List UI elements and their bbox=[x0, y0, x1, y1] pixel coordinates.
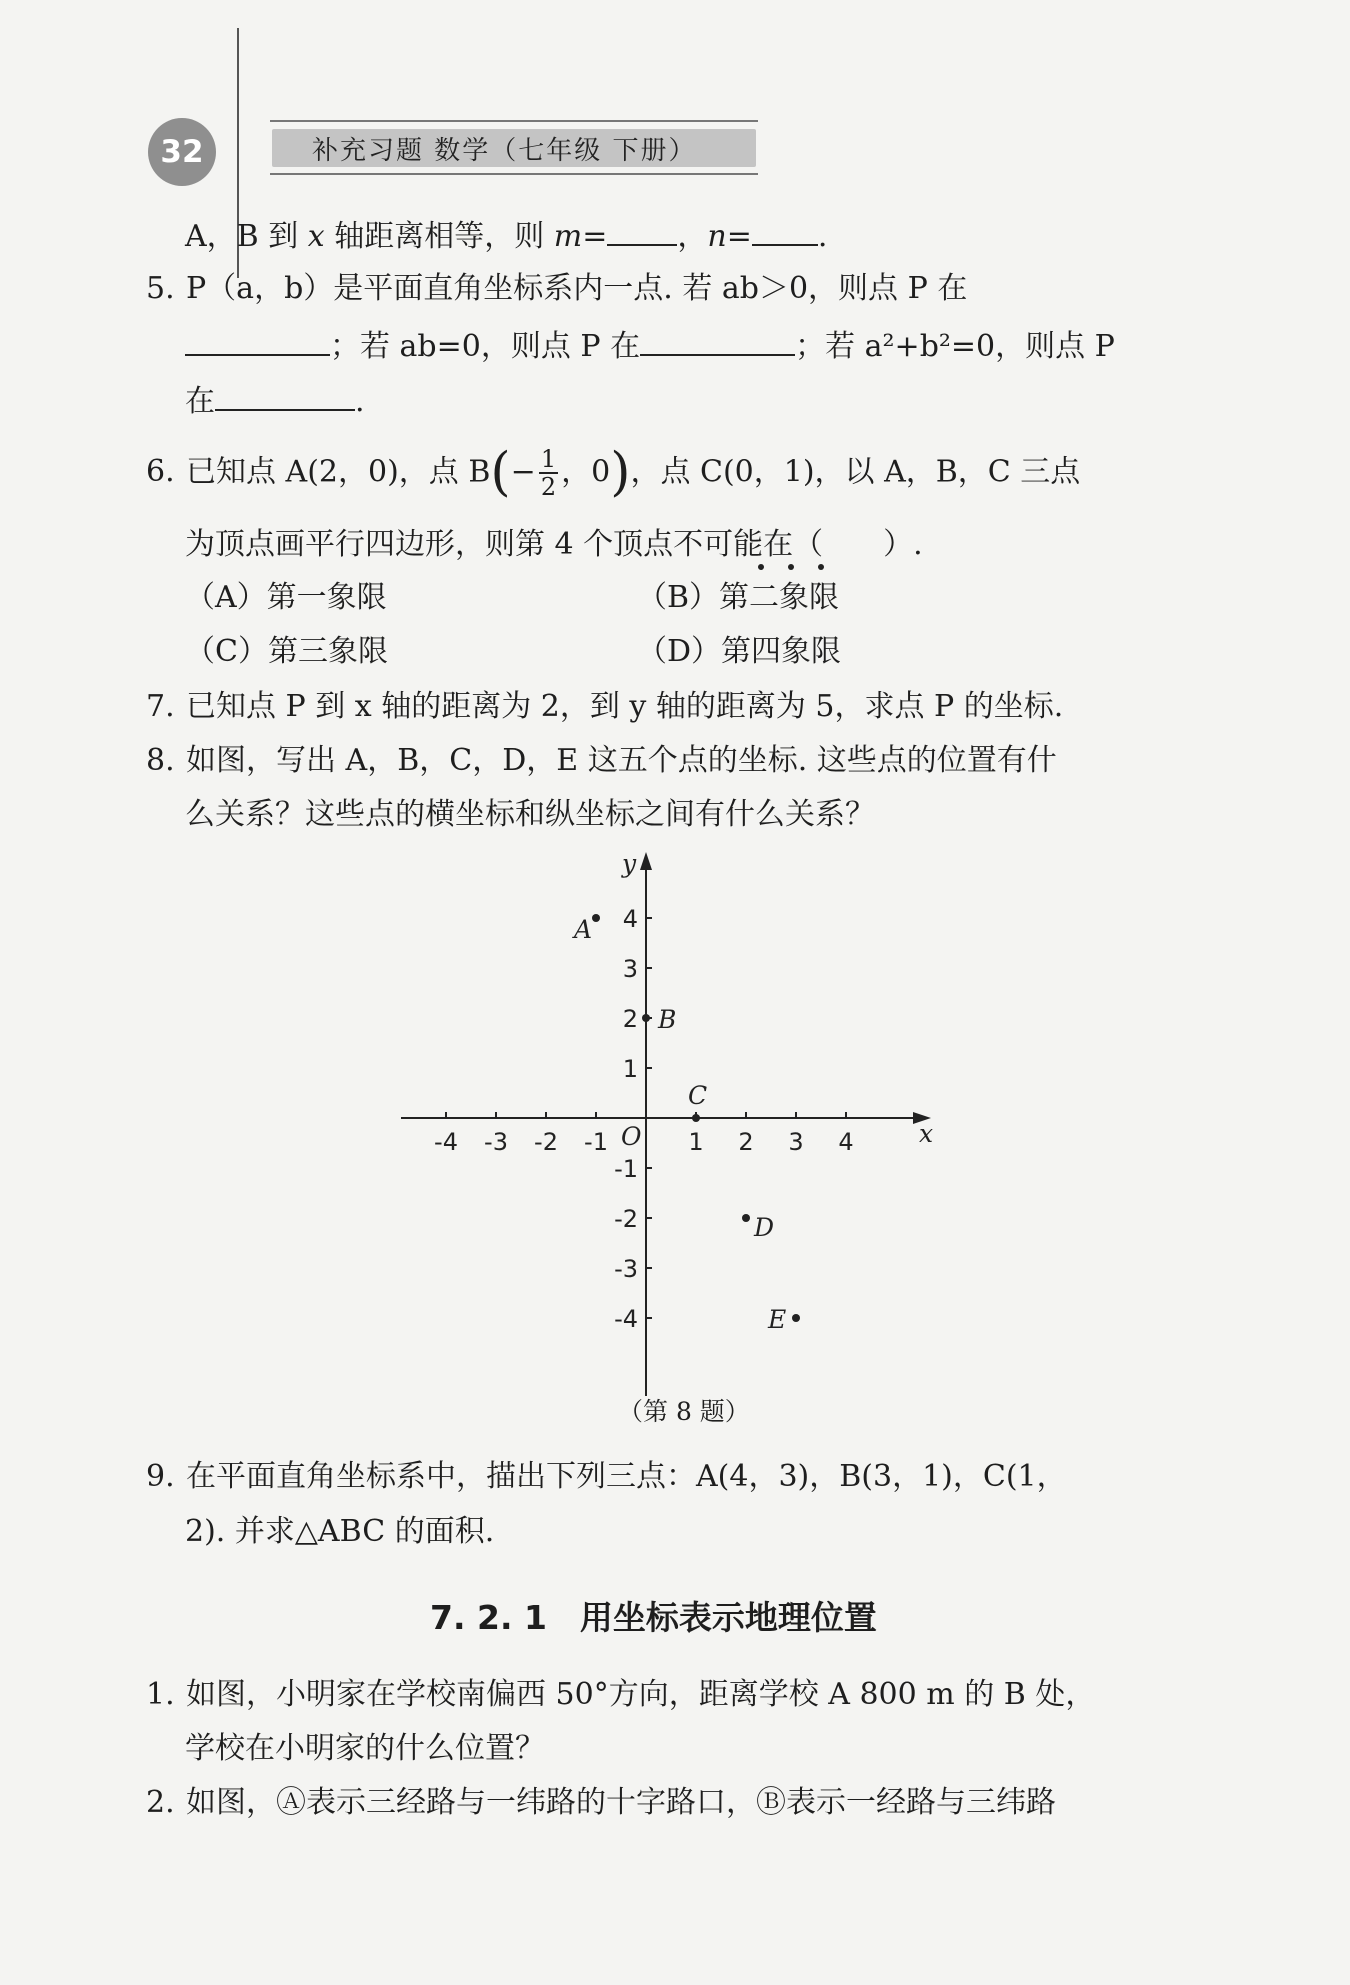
q6-option-a[interactable]: （A）第一象限 bbox=[185, 580, 387, 615]
y-tick-label: -2 bbox=[614, 1205, 638, 1233]
x-tick-label: 1 bbox=[688, 1128, 704, 1156]
q6-number: 6. bbox=[146, 454, 175, 490]
q5-line2: ；若 ab=0，则点 P 在 ；若 a²+b²=0，则点 P bbox=[185, 328, 1115, 362]
s1-number: 1. bbox=[146, 1677, 175, 1712]
q6-option-b[interactable]: （B）第二象限 bbox=[637, 580, 840, 615]
q5-line3: 在 . bbox=[185, 384, 365, 419]
y-tick-label: 4 bbox=[622, 905, 638, 933]
y-axis-arrow-icon bbox=[640, 852, 652, 870]
y-tick-label: -4 bbox=[614, 1305, 638, 1333]
point-C bbox=[692, 1114, 700, 1122]
y-tick-label: 3 bbox=[622, 955, 638, 983]
point-E bbox=[792, 1314, 800, 1322]
x-tick-label: 3 bbox=[788, 1128, 804, 1156]
q4-tail-line: A，B 到 x 轴距离相等，则 m= ，n= . bbox=[185, 219, 828, 254]
q9-number: 9. bbox=[146, 1459, 175, 1494]
q8-number: 8. bbox=[146, 743, 175, 778]
q6-option-c[interactable]: （C）第三象限 bbox=[185, 634, 388, 669]
point-label-E: E bbox=[768, 1305, 787, 1334]
q6-line2: 为顶点画平行四边形，则第 4 个顶点不可能在（ ）. bbox=[185, 527, 923, 562]
y-tick-label: 1 bbox=[622, 1055, 638, 1083]
x-tick-label: -2 bbox=[534, 1128, 558, 1156]
page-number-badge: 32 bbox=[148, 118, 216, 186]
y-axis-label: y bbox=[622, 849, 637, 878]
point-D bbox=[742, 1214, 750, 1222]
fraction-one-half: $\frac{1}{2}$ bbox=[540, 445, 557, 502]
q7-number: 7. bbox=[146, 689, 175, 724]
x-axis-label: x bbox=[919, 1119, 934, 1148]
point-label-A: A bbox=[574, 915, 593, 944]
q9-line1: 9. 在平面直角坐标系中，描出下列三点：A(4，3)，B(3，1)，C(1， bbox=[146, 1459, 1067, 1494]
figure-caption: （第 8 题） bbox=[618, 1397, 750, 1426]
q8-line2: 么关系？这些点的横坐标和纵坐标之间有什么关系？ bbox=[185, 797, 875, 832]
x-tick-label: -3 bbox=[484, 1128, 508, 1156]
x-tick-label: 2 bbox=[738, 1128, 754, 1156]
s1-line1: 1. 如图，小明家在学校南偏西 50°方向，距离学校 A 800 m 的 B 处， bbox=[146, 1677, 1096, 1712]
q7-line: 7. 已知点 P 到 x 轴的距离为 2，到 y 轴的距离为 5，求点 P 的坐标. bbox=[146, 689, 1064, 724]
origin-label: O bbox=[621, 1122, 642, 1151]
q5-line1: 5. P（a，b）是平面直角坐标系内一点. 若 ab＞0，则点 P 在 bbox=[146, 271, 968, 306]
book-title: 补充习题 数学（七年级 下册） bbox=[312, 135, 697, 166]
y-tick-label: -3 bbox=[614, 1255, 638, 1283]
q6-option-d[interactable]: （D）第四象限 bbox=[637, 634, 842, 669]
section-title: 7. 2. 1 用坐标表示地理位置 bbox=[430, 1598, 877, 1637]
s1-line2: 学校在小明家的什么位置？ bbox=[185, 1731, 545, 1766]
y-tick-label: 2 bbox=[622, 1005, 638, 1033]
y-tick-label: -1 bbox=[614, 1155, 638, 1183]
x-tick-label: -1 bbox=[584, 1128, 608, 1156]
point-A bbox=[592, 914, 600, 922]
point-B bbox=[642, 1014, 650, 1022]
point-label-C: C bbox=[688, 1081, 708, 1110]
s2-line1: 2. 如图，Ⓐ表示三经路与一纬路的十字路口，Ⓑ表示一经路与三纬路 bbox=[146, 1785, 1056, 1820]
q9-line2: 2). 并求△ABC 的面积. bbox=[185, 1514, 495, 1549]
point-label-D: D bbox=[754, 1213, 775, 1242]
s2-number: 2. bbox=[146, 1785, 175, 1820]
q5-number: 5. bbox=[146, 271, 175, 306]
x-tick-label: 4 bbox=[838, 1128, 854, 1156]
q8-line1: 8. 如图，写出 A，B，C，D，E 这五个点的坐标. 这些点的位置有什 bbox=[146, 743, 1057, 778]
x-tick-label: -4 bbox=[434, 1128, 458, 1156]
point-label-B: B bbox=[658, 1005, 677, 1034]
q6-line1: 6. 已知点 A(2，0)，点 B(− $\frac{1}{2}$ ，0)，点 C(0，1)，以 A，B，C 三点 bbox=[146, 442, 1081, 503]
